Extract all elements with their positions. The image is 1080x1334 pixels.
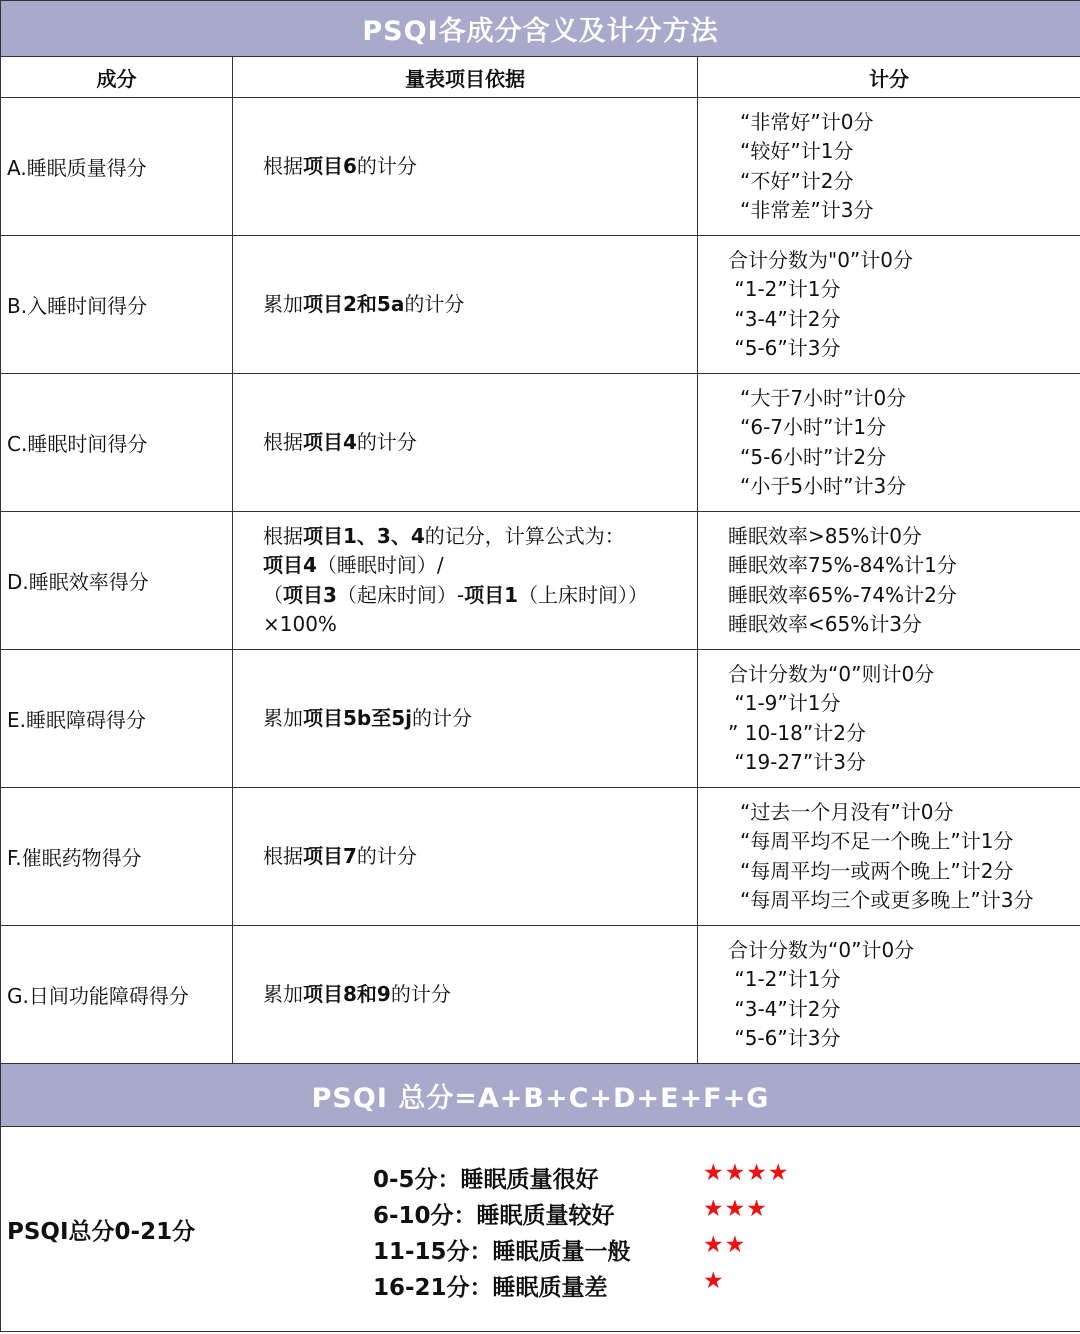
basis-text: 的计分 bbox=[356, 153, 417, 178]
basis-text: 根据 bbox=[263, 153, 303, 178]
basis-item-ref: 项目8和9 bbox=[303, 981, 391, 1006]
basis-text: 累加 bbox=[263, 981, 303, 1006]
basis-text: （上床时间）） bbox=[518, 582, 649, 607]
scoring-line: 睡眠效率65%-74%计2分 bbox=[728, 582, 957, 607]
scoring-line: 合计分数为"0”计0分 bbox=[728, 247, 914, 272]
basis-cell bbox=[233, 650, 698, 788]
scoring-line: “每周平均三个或更多晚上”计3分 bbox=[740, 888, 1034, 912]
table-row bbox=[1, 650, 1080, 788]
scoring-line: “3-4”计2分 bbox=[728, 306, 841, 331]
basis-line bbox=[263, 290, 696, 320]
grade-text: 0-5分：睡眠质量很好 bbox=[373, 1167, 599, 1193]
grade-row bbox=[373, 1267, 1073, 1303]
basis-text: 根据 bbox=[263, 843, 303, 868]
scoring-line: 睡眠效率>85%计0分 bbox=[728, 523, 922, 548]
basis-item-ref: 项目1、3、4 bbox=[303, 523, 425, 548]
basis-line bbox=[263, 428, 696, 458]
scoring-line: “每周平均一或两个晚上”计2分 bbox=[740, 858, 1014, 883]
scoring-line: “不好”计2分 bbox=[740, 168, 854, 193]
table-row bbox=[1, 236, 1080, 374]
basis-line bbox=[263, 551, 696, 581]
basis-item-ref: 项目6 bbox=[303, 153, 357, 178]
grade-row bbox=[373, 1159, 1073, 1195]
scoring-line: “小于5小时”计3分 bbox=[740, 474, 907, 498]
scoring-line: ” 10-18”计2分 bbox=[728, 720, 866, 745]
basis-cell bbox=[233, 788, 698, 926]
component-cell: E.睡眠障碍得分 bbox=[1, 650, 233, 788]
scoring-line: “6-7小时”计1分 bbox=[740, 415, 887, 439]
basis-text: 的计分 bbox=[404, 291, 465, 316]
scoring-line: “19-27”计3分 bbox=[728, 750, 866, 774]
star-rating-icon: ★★ bbox=[703, 1232, 747, 1258]
basis-cell bbox=[233, 98, 698, 236]
basis-line bbox=[263, 152, 696, 182]
scoring-cell bbox=[698, 926, 1080, 1064]
scoring-line: “5-6”计3分 bbox=[728, 1026, 841, 1050]
scoring-cell bbox=[698, 98, 1080, 236]
column-header-row bbox=[1, 57, 1080, 98]
header-basis: 量表项目依据 bbox=[233, 57, 698, 98]
scoring-line: 合计分数为“0”计0分 bbox=[728, 937, 915, 962]
scoring-line: 睡眠效率<65%计3分 bbox=[728, 612, 922, 636]
scoring-cell bbox=[698, 236, 1080, 374]
basis-line bbox=[263, 842, 696, 872]
component-cell: G.日间功能障碍得分 bbox=[1, 926, 233, 1064]
header-component: 成分 bbox=[1, 57, 233, 98]
grade-list bbox=[373, 1159, 1073, 1303]
scoring-line: “大于7小时”计0分 bbox=[740, 385, 907, 410]
basis-text: 根据 bbox=[263, 523, 303, 548]
basis-text: （起床时间）- bbox=[336, 582, 465, 607]
basis-line bbox=[263, 522, 696, 552]
basis-item-ref: 项目4 bbox=[263, 553, 317, 577]
scoring-line: “3-4”计2分 bbox=[728, 996, 841, 1021]
star-rating-icon: ★★★★ bbox=[703, 1160, 790, 1186]
component-cell: B.入睡时间得分 bbox=[1, 236, 233, 374]
scoring-line: “1-9”计1分 bbox=[728, 691, 841, 715]
scoring-line: “非常差”计3分 bbox=[740, 198, 874, 222]
basis-item-ref: 项目4 bbox=[303, 429, 357, 454]
basis-text: 累加 bbox=[263, 705, 303, 730]
summary-label: PSQI总分0-21分 bbox=[7, 1219, 196, 1245]
basis-item-ref: 项目5b至5j bbox=[303, 705, 413, 730]
basis-text: ×100% bbox=[263, 612, 337, 636]
basis-text: （ bbox=[263, 582, 283, 607]
table-row bbox=[1, 98, 1080, 236]
basis-text: 的计分 bbox=[356, 429, 417, 454]
grade-row bbox=[373, 1231, 1073, 1267]
star-rating-icon: ★★★ bbox=[703, 1196, 768, 1222]
grade-text: 16-21分：睡眠质量差 bbox=[373, 1275, 608, 1301]
table-title: PSQI各成分含义及计分方法 bbox=[1, 1, 1080, 57]
basis-line bbox=[263, 704, 696, 734]
grade-text: 6-10分：睡眠质量较好 bbox=[373, 1203, 615, 1229]
scoring-cell bbox=[698, 650, 1080, 788]
basis-item-ref: 项目1 bbox=[464, 582, 519, 607]
basis-text: （睡眠时间）/ bbox=[316, 553, 444, 577]
table-row bbox=[1, 788, 1080, 926]
basis-line bbox=[263, 610, 696, 640]
basis-cell bbox=[233, 236, 698, 374]
basis-text: 的计分 bbox=[356, 843, 417, 868]
basis-cell bbox=[233, 374, 698, 512]
scoring-line: “5-6”计3分 bbox=[728, 336, 841, 360]
basis-line bbox=[263, 581, 696, 611]
table-row bbox=[1, 512, 1080, 650]
basis-line bbox=[263, 980, 696, 1010]
header-scoring: 计分 bbox=[698, 57, 1080, 98]
basis-item-ref: 项目2和5a bbox=[303, 291, 405, 316]
star-rating-icon: ★ bbox=[703, 1268, 725, 1294]
basis-text: 根据 bbox=[263, 429, 303, 454]
basis-item-ref: 项目7 bbox=[303, 843, 357, 868]
summary-cell bbox=[1, 1127, 1080, 1332]
summary-row bbox=[1, 1127, 1080, 1332]
scoring-line: “5-6小时”计2分 bbox=[740, 444, 887, 469]
basis-cell bbox=[233, 926, 698, 1064]
component-cell: D.睡眠效率得分 bbox=[1, 512, 233, 650]
component-cell: F.催眠药物得分 bbox=[1, 788, 233, 926]
scoring-line: “每周平均不足一个晚上”计1分 bbox=[740, 829, 1014, 853]
grade-row bbox=[373, 1195, 1073, 1231]
table-row bbox=[1, 374, 1080, 512]
table-row bbox=[1, 926, 1080, 1064]
scoring-cell bbox=[698, 512, 1080, 650]
scoring-cell bbox=[698, 788, 1080, 926]
basis-cell bbox=[233, 512, 698, 650]
total-formula: PSQI 总分=A+B+C+D+E+F+G bbox=[1, 1064, 1080, 1127]
scoring-line: “1-2”计1分 bbox=[728, 967, 841, 991]
component-cell: C.睡眠时间得分 bbox=[1, 374, 233, 512]
basis-text: 的计分 bbox=[412, 705, 473, 730]
scoring-line: 睡眠效率75%-84%计1分 bbox=[728, 553, 957, 577]
scoring-cell bbox=[698, 374, 1080, 512]
scoring-line: 合计分数为“0”则计0分 bbox=[728, 661, 935, 686]
scoring-line: “过去一个月没有”计0分 bbox=[740, 799, 954, 824]
scoring-line: “非常好”计0分 bbox=[740, 109, 874, 134]
grade-text: 11-15分：睡眠质量一般 bbox=[373, 1239, 631, 1265]
basis-text: 的计分 bbox=[390, 981, 451, 1006]
basis-text: 累加 bbox=[263, 291, 303, 316]
basis-item-ref: 项目3 bbox=[283, 582, 337, 607]
scoring-line: “较好”计1分 bbox=[740, 139, 854, 163]
scoring-line: “1-2”计1分 bbox=[728, 277, 841, 301]
component-cell: A.睡眠质量得分 bbox=[1, 98, 233, 236]
basis-text: 的记分，计算公式为： bbox=[424, 523, 625, 548]
